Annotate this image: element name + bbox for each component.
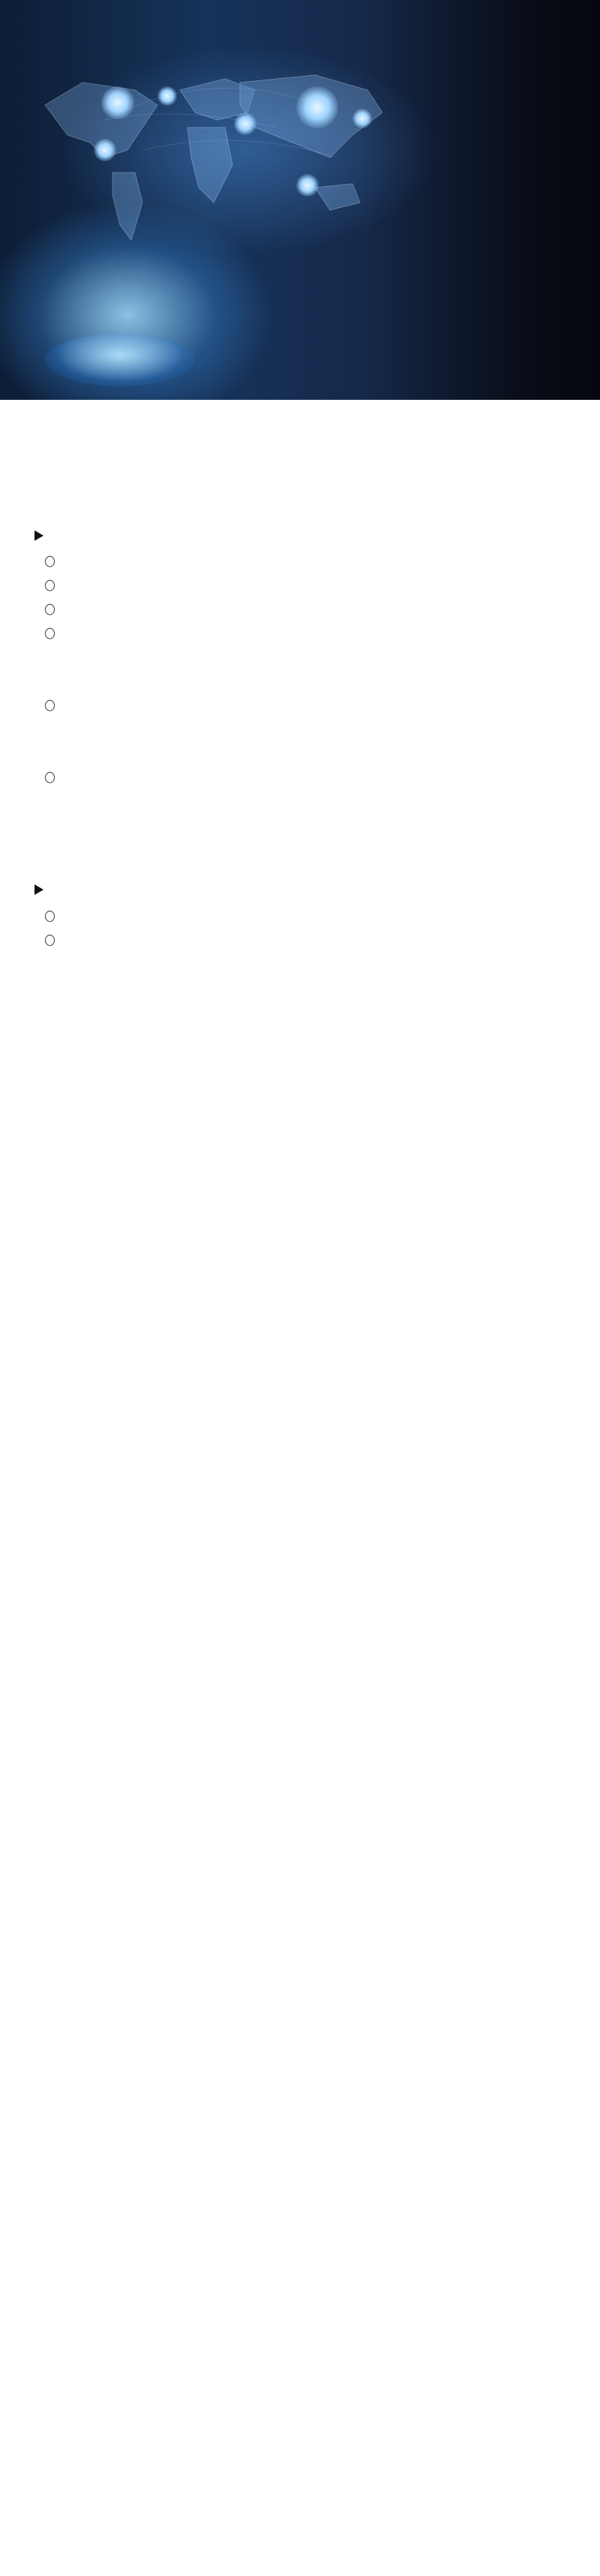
world-map-graphic bbox=[30, 60, 382, 255]
list-item bbox=[45, 771, 58, 785]
list-item bbox=[45, 910, 58, 923]
sub-heading bbox=[34, 884, 46, 897]
sub-heading bbox=[34, 530, 46, 543]
list-item bbox=[45, 934, 58, 947]
circle-bullet-icon bbox=[45, 556, 55, 567]
circle-bullet-icon bbox=[45, 604, 55, 615]
circle-bullet-icon bbox=[45, 628, 55, 639]
circle-bullet-icon bbox=[45, 580, 55, 591]
map-node bbox=[296, 174, 319, 197]
map-node bbox=[352, 109, 372, 128]
map-node bbox=[101, 86, 134, 119]
glowing-hand-graphic bbox=[45, 334, 195, 386]
circle-bullet-icon bbox=[45, 935, 55, 946]
hero-banner bbox=[0, 0, 600, 400]
triangle-bullet-icon bbox=[34, 530, 44, 541]
map-node bbox=[158, 86, 177, 106]
map-node bbox=[94, 139, 116, 161]
list-item bbox=[45, 555, 58, 569]
list-item bbox=[45, 699, 58, 713]
circle-bullet-icon bbox=[45, 772, 55, 783]
list-item bbox=[45, 627, 58, 641]
circle-bullet-icon bbox=[45, 911, 55, 922]
triangle-bullet-icon bbox=[34, 884, 44, 895]
list-item bbox=[45, 579, 58, 593]
list-item bbox=[45, 603, 58, 617]
map-node bbox=[296, 86, 338, 128]
map-node bbox=[234, 113, 256, 135]
circle-bullet-icon bbox=[45, 700, 55, 711]
